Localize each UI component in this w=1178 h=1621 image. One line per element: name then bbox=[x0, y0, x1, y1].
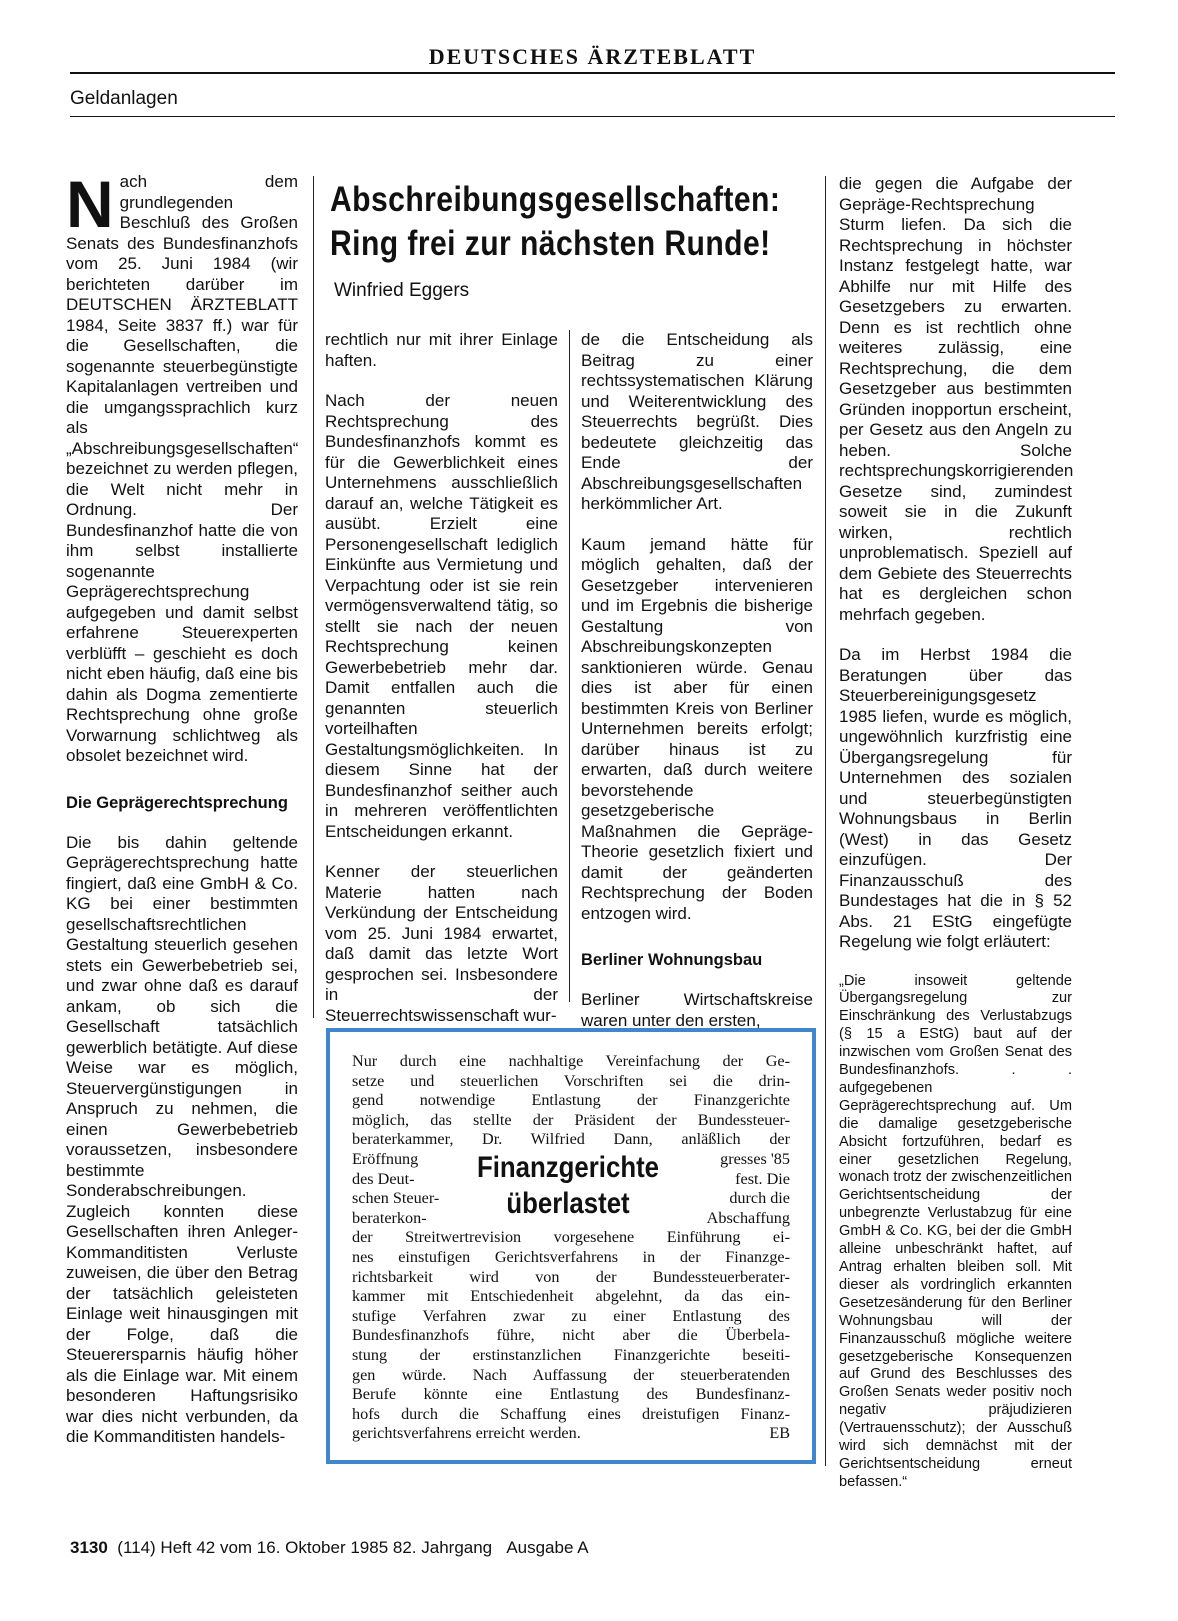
section-rule bbox=[70, 116, 1115, 117]
page-footer bbox=[70, 1538, 589, 1558]
column-3 bbox=[581, 330, 813, 1051]
news-box-last-line: gerichtsverfahrens erreicht werden. bbox=[352, 1424, 581, 1443]
paragraph: die gegen die Aufgabe der Gepräge-Rechtsprechung Sturm liefen. Da sich die Rechtsprechung in höchster Instanz festgelegt hatte, war Abhilfe nur mit Hilfe des Gesetzgebers zu erwarten. Denn es ist rechtlich ohne weiteres zulässig, eine Rechtsprechung, die dem Gesetzgeber aus bestimmten Gründen inopportun erscheint, per Gesetz aus den Angeln zu heben. Solche rechtsprechungskorrigierenden Gesetze sind, zumindest soweit sie in die Zukunft wirken, rechtlich unproblematisch. Speziell auf dem Gebiete des Steuerrechts hat es dergleichen schon mehrfach gegeben. bbox=[839, 174, 1074, 624]
column-1 bbox=[66, 167, 299, 1468]
paragraph: rechtlich nur mit ihrer Einlage haften. bbox=[325, 330, 558, 370]
quotation: „Die insoweit geltende Übergangsregelung zur Einschränkung des Verlustabzugs (§ 15 a EStG) baut auf der inzwischen vom Großen Senat des Bundesfinanzhofs. . . aufgegebenen Geprägerechtsprechung auf. Um die damalige gesetzgeberische Absicht fortzuführen, bedarf es einer gesetzlichen Regelung, wonach trotz der zwischenzeitlichen Gerichtsentscheidung der unbegrenzte Verlustabzug für eine GmbH & Co. KG, bei der die GmbH alleine unbeschränkt haftet, auf Antrag erhalten bleiben soll. Mit dieser als vordringlich erkannten Gesetzesänderung für den Berliner Wohnungsbau will der Finanzausschuß mögliche weitere gesetzgeberische Konsequenzen auf Grund des Beschlusses des Großen Senats weder positiv noch negativ präjudizieren (Vertrauensschutz); der Ausschuß wird sich demnächst mit der Gerichtsentscheidung erneut befassen.“ bbox=[839, 972, 1072, 1490]
page-number: 3130 bbox=[70, 1538, 108, 1557]
subheading-berliner-wohnungsbau: Berliner Wohnungsbau bbox=[581, 951, 763, 969]
intro-paragraph: Nach dem grundlegenden Beschluß des Großen Senats des Bundesfinanzhofs vom 25. Juni 1984 (wir berichteten darüber im DEUTSCHEN ÄRZTEBLATT 1984, Seite 3837 ff.) war für die Gesellschaften, die sogenannte steuerbegünstigte Kapitalanlagen vertreiben und die umgangssprachlich kurz als „Abschreibungsgesellschaften“ bezeichnet zu werden pflegen, die Welt nicht mehr in Ordnung. Der Bundesfinanzhof hatte die von ihm selbst installierte sogenannte Geprägerechtsprechung aufgegeben und damit selbst erfahrene Steuerexperten verblüfft – geschieht es doch nicht eben häufig, daß eine bis dahin als Dogma zementierte Rechtsprechung ohne große Vorwarnung schlichtweg als obsolet bezeichnet wird. bbox=[66, 167, 299, 765]
paragraph: Berliner Wirtschaftskreise waren unter den ersten, bbox=[581, 990, 813, 1030]
paragraph: Kenner der steuerlichen Materie hatten nach Verkündung der Entscheidung vom 25. Juni 1984 erwartet, daß damit das letzte Wort gesprochen sei. Insbesondere in der Steuerrechtswissenschaft wur- bbox=[325, 862, 558, 1025]
author: Winfried Eggers bbox=[334, 280, 470, 301]
column-divider bbox=[313, 176, 314, 1018]
masthead-rule bbox=[70, 72, 1115, 74]
paragraph: Da im Herbst 1984 die Beratungen über das Steuerbereinigungsgesetz 1985 liefen, wurde es möglich, ungewöhnlich kurzfristig eine Übergangsregelung für Unternehmen des sozialen und steuerbegünstigten Wohnungsbaus in Berlin (West) in das Gesetz einzufügen. Der Finanzausschuß des Bundestages hat die in § 52 Abs. 21 EStG eingefügte Regelung wie folgt erläutert: bbox=[839, 645, 1072, 951]
news-box-title: Finanzgerichte überlastet bbox=[476, 1151, 660, 1220]
news-box-signature: EB bbox=[769, 1424, 790, 1443]
news-box-wrap-area: Eröffnung des Deut- schen Steuer- beraterkon- gresses '85 fest. Die durch die Abschaffung bbox=[352, 1149, 790, 1227]
paragraph: Die bis dahin geltende Geprägerechtsprechung hatte fingiert, daß eine GmbH & Co. KG bei einer bestimmten gesellschaftsrechtlichen Gestaltung steuerlich gesehen stets ein Gewerbebetrieb sei, und zwar ohne daß es darauf ankam, ob sich die Gesellschaft tatsächlich gewerblich betätigte. Auf diese Weise war es möglich, Steuervergünstigungen in Anspruch zu nehmen, die einen Gewerbebetrieb voraussetzen, insbesondere bestimmte Sonderabschreibungen. Zugleich konnten diese Gesellschaften ihren Anleger-Kommanditisten Verluste zuweisen, die über den Betrag der tatsächlich geleisteten Einlage weit hinausgingen mit der Folge, daß die Steuerersparnis häufig höher als die Einlage war. Mit einem besonderen Haftungsrisiko war dies nicht verbunden, da die Kommanditisten handels- bbox=[66, 832, 298, 1446]
edition: Ausgabe A bbox=[506, 1538, 589, 1557]
news-box-text: Nur durch eine nachhaltige Vereinfachung der Ge- setze und steuerlichen Vorschriften sei die drin- gend notwendige Entlastung der Finanzgerichte möglich, das stellte der Präsident der Bundessteuer- beraterkammer, Dr. Wilfried Dann, anläßlich der Eröffnung des Deut- schen Steuer- beraterkon- gresses '85 fest. Die durch die Abschaffung der Streitwertrevision vorgesehene Einführung ei- nes einstufigen Gerichtsverfahrens in der Finanzge- richtsbarkeit wird von der Bundessteuerberater- kammer mit Entschiedenheit abgelehnt, da das ein- stufige Verfahren zwar zu einer Entlastung des Bundesfinanzhofs führe, nicht aber die Überbela- stung der erstinstanzlichen Finanzgerichte beseiti- gen würde. Nach Auffassung der steuerberatenden Berufe könnte eine Entlastung des Bundesfinanz- hofs durch die Schaffung eines dreistufigen Finanz- gerichtsverfahrens erreicht werden. EB bbox=[352, 1052, 790, 1443]
paragraph: Kaum jemand hätte für möglich gehalten, daß der Gesetzgeber intervenieren und im Ergebnis die bisherige Gestaltung von Abschreibungskonzepten sanktionieren würde. Genau dies ist aber für einen bestimmten Kreis von Berliner Unternehmen bereits erfolgt; darüber hinaus ist zu erwarten, daß durch weitere bevorstehende gesetzgeberische Maßnahmen die Gepräge-Theorie gesetzlich fixiert und damit der geänderten Rechtsprechung der Boden entzogen wird. bbox=[581, 534, 813, 923]
section-label: Geldanlagen bbox=[70, 88, 178, 109]
column-divider bbox=[825, 176, 826, 1466]
column-2 bbox=[325, 330, 558, 1046]
column-4 bbox=[839, 174, 1072, 1512]
dropcap: N bbox=[66, 167, 114, 241]
masthead: DEUTSCHES ÄRZTEBLATT bbox=[428, 44, 757, 69]
paragraph: Nach der neuen Rechtsprechung des Bundesfinanzhofs kommt es für die Gewerblichkeit eines Unternehmens ausschließlich darauf an, welche Tätigkeit es ausübt. Erzielt eine Personengesellschaft lediglich Einkünfte aus Vermietung und Verpachtung oder ist sie rein vermögensverwaltend tätig, so stellt sie nach der neuen Rechtsprechung keinen Gewerbebetrieb mehr dar. Damit entfallen auch die genannten steuerlich vorteilhaften Gestaltungsmöglichkeiten. In diesem Sinne hat der Bundesfinanzhof seither auch in mehreren veröffentlichten Entscheidungen erkannt. bbox=[325, 391, 558, 841]
subheading-praegerechtsprechung: Die Geprägerechtsprechung bbox=[66, 793, 288, 812]
paragraph: de die Entscheidung als Beitrag zu einer rechtssystematischen Klärung und Weiterentwicklung des Steuerrechts begrüßt. Dies bedeutete gleichzeitig das Ende der Abschreibungsgesellschaften herkömmlicher Art. bbox=[581, 330, 813, 513]
column-divider bbox=[569, 330, 570, 1002]
headline: Abschreibungsgesellschaften: Ring frei zur nächsten Runde! bbox=[330, 180, 781, 263]
issue-info: (114) Heft 42 vom 16. Oktober 1985 82. Jahrgang bbox=[117, 1538, 493, 1557]
